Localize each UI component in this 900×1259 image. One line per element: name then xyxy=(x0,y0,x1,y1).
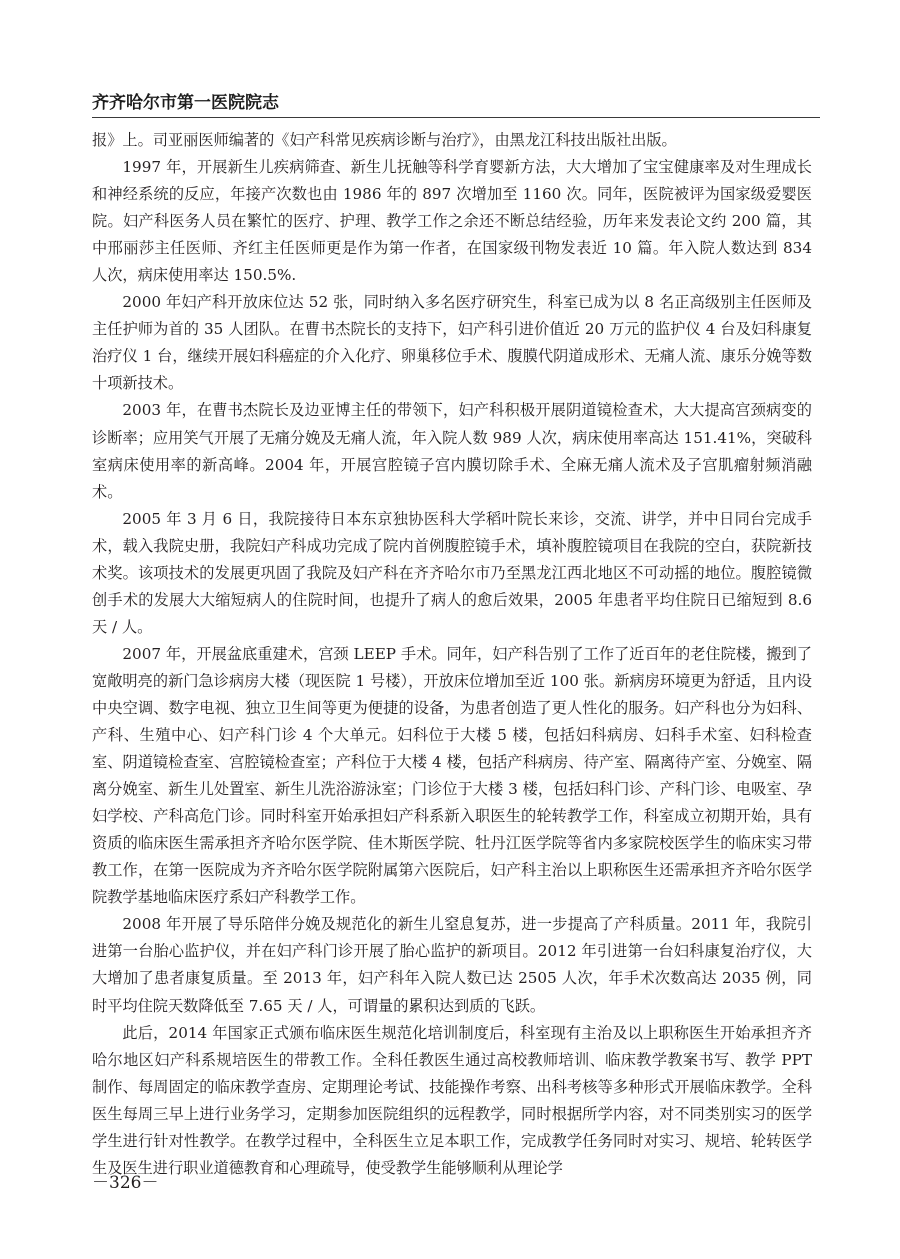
paragraph-2005: 2005 年 3 月 6 日，我院接待日本东京独协医科大学稻叶院长来诊，交流、讲学，并中日同台完成手术，载入我院史册，我院妇产科成功完成了院内首例腹腔镜手术，填补腹腔镜项目在我院的空白，获院新技术奖。该项技术的发展更巩固了我院及妇产科在齐齐哈尔市乃至黑龙江西北地区不可动摇的地位。腹腔镜微创手术的发展大大缩短病人的住院时间，也提升了病人的愈后效果，2005 年患者平均住院日已缩短到 8.6 天 / 人。 xyxy=(92,509,812,636)
paragraph-2003: 2003 年，在曹书杰院长及边亚博主任的带领下，妇产科积极开展阴道镜检查术，大大提高宫颈病变的诊断率；应用笑气开展了无痛分娩及无痛人流，年入院人数 989 人次，病床使用率高达 151.41%，突破科室病床使用率的新高峰。2004 年，开展宫腔镜子宫内膜切除手术、全麻无痛人流术及子宫肌瘤射频消融术。 xyxy=(92,401,812,501)
running-header-title: 齐齐哈尔市第一医院院志 xyxy=(92,93,279,113)
page-number: －326－ xyxy=(92,1173,159,1193)
paragraph-2000: 2000 年妇产科开放床位达 52 张，同时纳入多名医疗研究生，科室已成为以 8 名正高级别主任医师及主任护师为首的 35 人团队。在曹书杰院长的支持下，妇产科引进价值近 20 万元的监护仪 4 台及妇科康复治疗仪 1 台，继续开展妇科癌症的介入化疗、卵巢移位手术、腹膜代阴道成形术、无痛人流、康乐分娩等数十项新技术。 xyxy=(92,293,812,393)
main-text xyxy=(92,127,812,1182)
paragraph-1997: 1997 年，开展新生儿疾病筛查、新生儿抚触等科学育婴新方法，大大增加了宝宝健康率及对生理成长和神经系统的反应，年接产次数也由 1986 年的 897 次增加至 1160 次。同年，医院被评为国家级爱婴医院。妇产科医务人员在繁忙的医疗、护理、教学工作之余还不断总结经验，历年来发表论文约 200 篇，其中邢丽莎主任医师、齐红主任医师更是作为第一作者，在国家级刊物发表近 10 篇。年入院人数达到 834 人次，病床使用率达 150.5%. xyxy=(92,158,812,285)
paragraph-continuation: 报》上。司亚丽医师编著的《妇产科常见疾病诊断与治疗》，由黑龙江科技出版社出版。 xyxy=(92,131,677,149)
paragraph-2008: 2008 年开展了导乐陪伴分娩及规范化的新生儿窒息复苏，进一步提高了产科质量。2011 年，我院引进第一台胎心监护仪，并在妇产科门诊开展了胎心监护的新项目。2012 年引进第一台妇科康复治疗仪，大大增加了患者康复质量。至 2013 年，妇产科年入院人数已达 2505 人次，年手术次数高达 2035 例，同时平均住院天数降低至 7.65 天 / 人，可谓量的累积达到质的飞跃。 xyxy=(92,915,812,1015)
header-divider xyxy=(92,117,820,118)
paragraph-2014: 此后，2014 年国家正式颁布临床医生规范化培训制度后，科室现有主治及以上职称医生开始承担齐齐哈尔地区妇产科系规培医生的带教工作。全科任教医生通过高校教师培训、临床教学教案书写、教学 PPT 制作、每周固定的临床教学查房、定期理论考试、技能操作考察、出科考核等多种形式开展临床教学。全科医生每周三早上进行业务学习，定期参加医院组织的远程教学，同时根据所学内容，对不同类别实习的医学学生进行针对性教学。在教学过程中，全科医生立足本职工作，完成教学任务同时对实习、规培、轮转医学生及医生进行职业道德教育和心理疏导，使受教学生能够顺利从理论学 xyxy=(92,1023,812,1177)
paragraph-2007: 2007 年，开展盆底重建术，宫颈 LEEP 手术。同年，妇产科告别了工作了近百年的老住院楼，搬到了宽敞明亮的新门急诊病房大楼（现医院 1 号楼），开放床位增加至近 100 张。新病房环境更为舒适，且内设中央空调、数字电视、独立卫生间等更为便捷的设备，为患者创造了更人性化的服务。妇产科也分为妇科、产科、生殖中心、妇产科门诊 4 个大单元。妇科位于大楼 5 楼，包括妇科病房、妇科手术室、妇科检查室、阴道镜检查室、宫腔镜检查室；产科位于大楼 4 楼，包括产科病房、待产室、隔离待产室、分娩室、隔离分娩室、新生儿处置室、新生儿洗浴游泳室；门诊位于大楼 3 楼，包括妇科门诊、产科门诊、电吸室、孕妇学校、产科高危门诊。同时科室开始承担妇产科系新入职医生的轮转教学工作，科室成立初期开始，具有资质的临床医生需承担齐齐哈尔医学院、佳木斯医学院、牡丹江医学院等省内多家院校医学生的临床实习带教工作，在第一医院成为齐齐哈尔医学院附属第六医院后，妇产科主治以上职称医生还需承担齐齐哈尔医学院教学基地临床医疗系妇产科教学工作。 xyxy=(92,644,812,907)
